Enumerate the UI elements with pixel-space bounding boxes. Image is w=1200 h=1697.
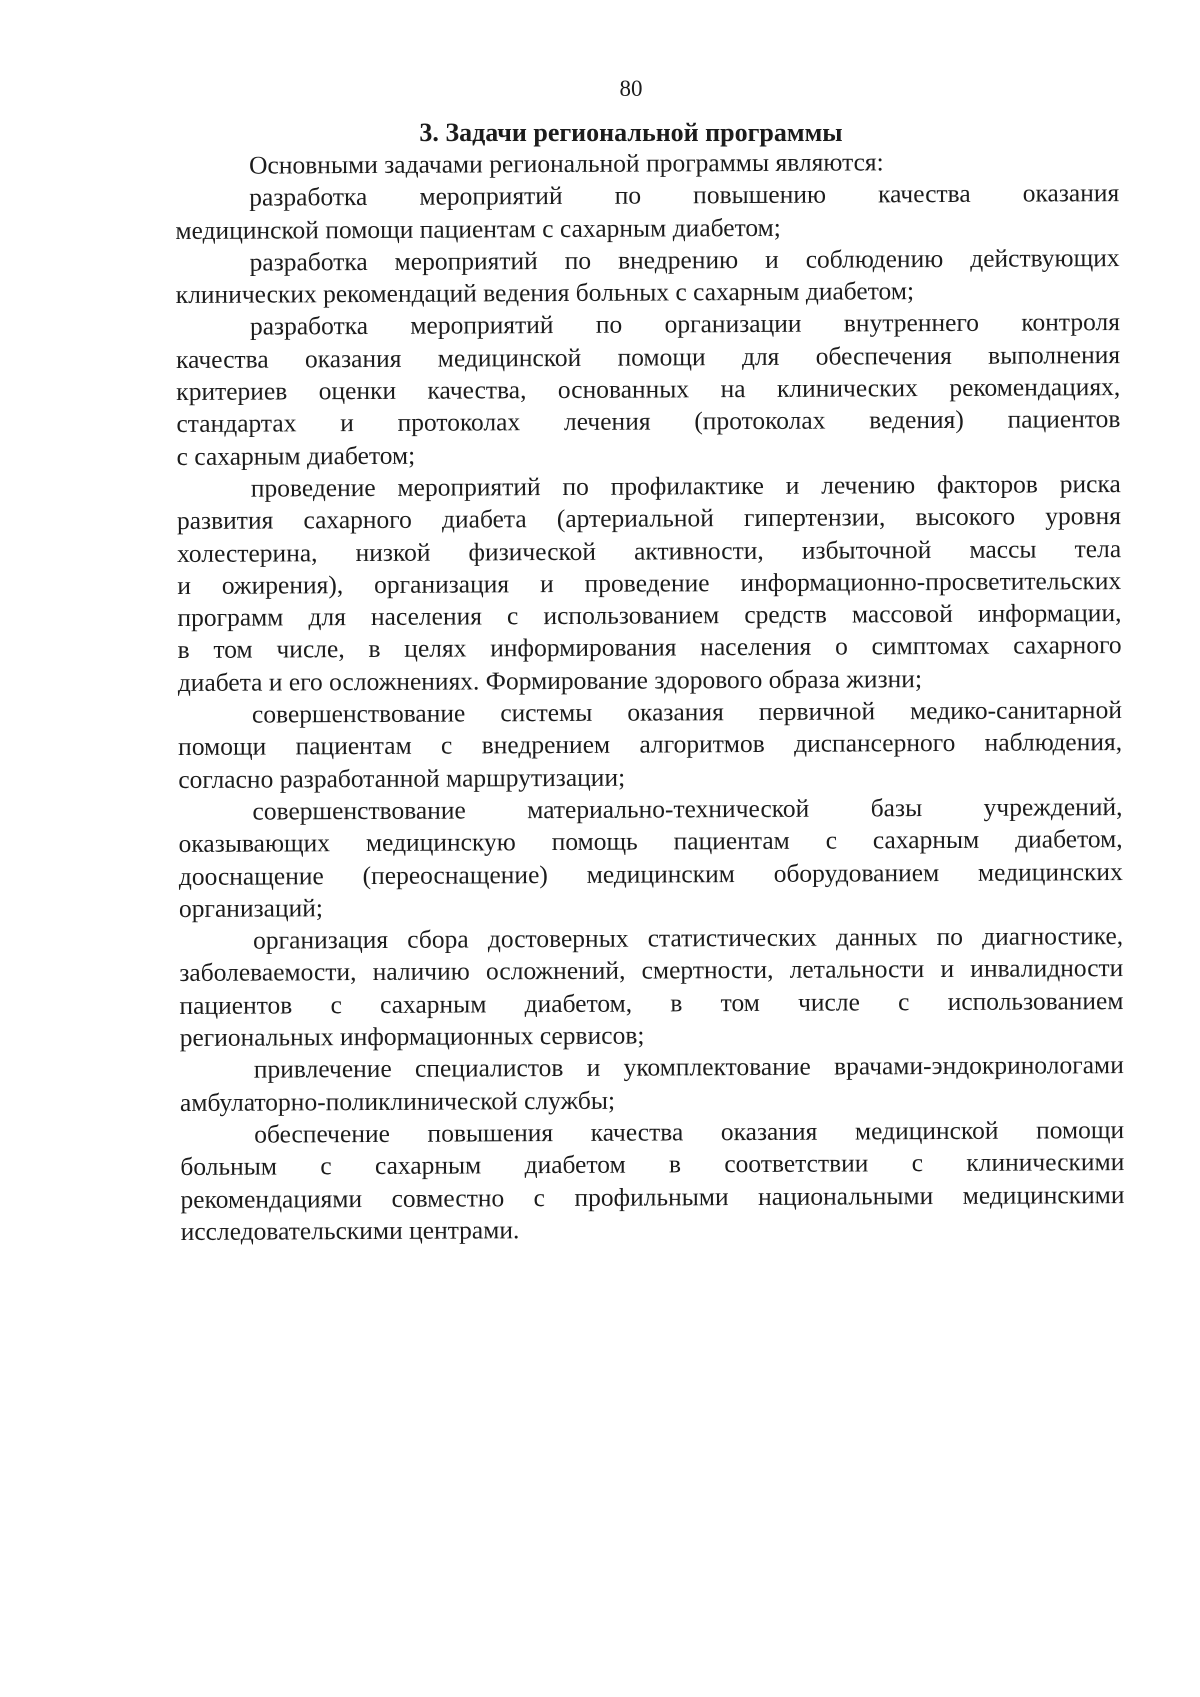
paragraph-4-line-6: в том числе, в целях информирования населения о симптомах сахарного	[177, 630, 1122, 665]
paragraph-1-line-2: медицинской помощи пациентам с сахарным диабетом;	[175, 212, 781, 245]
paragraph-4-line-4: и ожирения), организация и проведение информационно-просветительских	[177, 565, 1122, 600]
paragraph-4-line-3: холестерина, низкой физической активности, избыточной массы тела	[177, 533, 1122, 568]
paragraph-1-line-1: разработка мероприятий по повышению качества оказания	[249, 178, 1120, 212]
paragraph-3-line-2: качества оказания медицинской помощи для обеспечения выполнения	[176, 339, 1121, 374]
paragraph-9-line-3: рекомендациями совместно с профильными национальными медицинскими	[180, 1179, 1125, 1214]
paragraph-3-line-1: разработка мероприятий по организации внутреннего контроля	[249, 307, 1120, 342]
intro-line: Основными задачами региональной программы являются:	[249, 147, 884, 180]
paragraph-6-line-3: дооснащение (переоснащение) медицинским оборудованием медицинских	[178, 856, 1123, 891]
paragraph-9-line-1: обеспечение повышения качества оказания медицинской помощи	[254, 1114, 1125, 1149]
paragraph-4-line-5: программ для населения с использованием средств массовой информации,	[177, 598, 1122, 633]
paragraph-3-line-4: стандартах и протоколах лечения (протоколах ведения) пациентов	[176, 404, 1121, 439]
section-heading: 3. Задачи региональной программы	[419, 118, 843, 147]
paragraph-5-line-1: совершенствование системы оказания первичной медико-санитарной	[251, 695, 1123, 729]
paragraph-4-line-7: диабета и его осложнениях. Формирование здорового образа жизни;	[177, 663, 923, 697]
paragraph-8-line-2: амбулаторно-поликлинической службы;	[179, 1085, 616, 1117]
paragraph-4-line-1: проведение мероприятий по профилактике и лечению факторов риска	[250, 469, 1121, 503]
paragraph-9-line-4: исследовательскими центрами.	[180, 1215, 520, 1246]
paragraph-4-line-2: развития сахарного диабета (артериальной гипертензии, высокого уровня	[176, 501, 1122, 536]
paragraph-8-line-1: привлечение специалистов и укомплектование врачами-эндокринологами	[253, 1050, 1124, 1084]
paragraph-2-line-2: клинических рекомендаций ведения больных с сахарным диабетом;	[175, 276, 915, 310]
paragraph-7-line-4: региональных информационных сервисов;	[179, 1020, 645, 1053]
paragraph-5-line-2: помощи пациентам с внедрением алгоритмов диспансерного наблюдения,	[178, 727, 1123, 762]
paragraph-2-line-1: разработка мероприятий по внедрению и соблюдению действующих	[249, 242, 1120, 277]
paragraph-6-line-2: оказывающих медицинскую помощь пациентам с сахарным диабетом,	[178, 824, 1123, 859]
paragraph-7-line-2: заболеваемости, наличию осложнений, смертности, летальности и инвалидности	[179, 953, 1124, 988]
paragraph-3-line-5: с сахарным диабетом;	[176, 440, 416, 471]
page-number: 80	[619, 76, 643, 101]
paragraph-7-line-1: организация сбора достоверных статистических данных по диагностике,	[253, 921, 1124, 955]
paragraph-7-line-3: пациентов с сахарным диабетом, в том числе с использованием	[179, 985, 1124, 1020]
paragraph-5-line-3: согласно разработанной маршрутизации;	[178, 762, 626, 794]
document-body	[175, 145, 1125, 1248]
paragraph-6-line-1: совершенствование материально-технической базы учреждений,	[252, 791, 1123, 826]
paragraph-3-line-3: критериев оценки качества, основанных на клинических рекомендациях,	[176, 372, 1121, 407]
paragraph-6-line-4: организаций;	[178, 893, 324, 923]
paragraph-9-line-2: больным с сахарным диабетом в соответствии с клиническими	[180, 1147, 1125, 1182]
